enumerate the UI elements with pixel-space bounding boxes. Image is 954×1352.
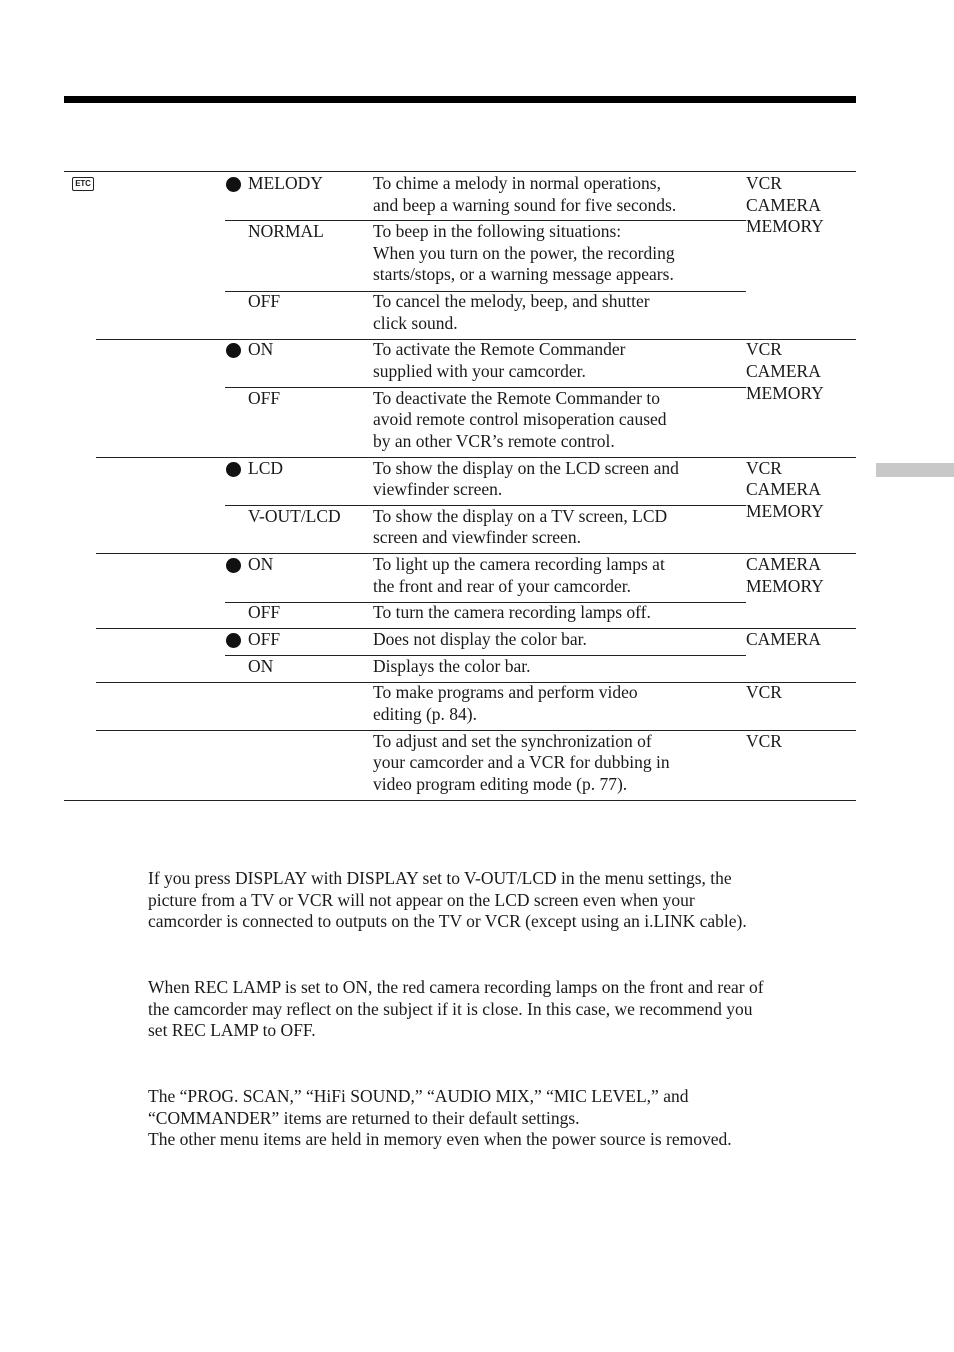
etc-icon: ETC (72, 177, 94, 191)
note-line: the camcorder may reflect on the subject if it is close. In this case, we recommend you (148, 998, 753, 1019)
option-desc: supplied with your camcorder. (373, 361, 586, 381)
note-line: When REC LAMP is set to ON, the red camera recording lamps on the front and rear of (148, 977, 764, 997)
mode: CAMERA (746, 195, 821, 215)
option-label: OFF (248, 602, 281, 622)
mode: VCR (746, 682, 782, 702)
option-desc: To beep in the following situations: (373, 221, 622, 241)
mode: MEMORY (746, 501, 824, 521)
option-desc: by an other VCR’s remote control. (373, 431, 615, 451)
mode: CAMERA (746, 479, 821, 499)
option-desc: To deactivate the Remote Commander to (373, 388, 660, 408)
option-label: OFF (248, 629, 281, 649)
option-desc: When you turn on the power, the recording (373, 243, 675, 263)
note-line: The other menu items are held in memory even when the power source is removed. (148, 1129, 732, 1149)
option-desc: Displays the color bar. (373, 656, 531, 676)
table-bottom-rule (64, 800, 856, 801)
option-desc: To show the display on the LCD screen and (373, 458, 679, 478)
mode: MEMORY (746, 576, 824, 596)
note-line: “COMMANDER” items are returned to their default settings. (148, 1107, 580, 1128)
note-line: If you press DISPLAY with DISPLAY set to V-OUT/LCD in the menu settings, the (148, 868, 732, 888)
mode: MEMORY (746, 216, 824, 236)
section-tab (876, 463, 954, 477)
default-bullet-icon (226, 462, 241, 477)
option-desc: starts/stops, or a warning message appears. (373, 264, 674, 284)
mode: CAMERA (746, 629, 821, 649)
mode: VCR (746, 731, 782, 751)
note-display (148, 868, 858, 933)
option-desc: viewfinder screen. (373, 479, 503, 499)
option-label: V-OUT/LCD (248, 506, 341, 526)
option-desc: To make programs and perform video (373, 682, 638, 702)
note-line: The “PROG. SCAN,” “HiFi SOUND,” “AUDIO MIX,” “MIC LEVEL,” and (148, 1086, 689, 1106)
option-desc: Does not display the color bar. (373, 629, 587, 649)
option-label: OFF (248, 388, 281, 408)
option-desc: screen and viewfinder screen. (373, 527, 581, 547)
option-desc: To turn the camera recording lamps off. (373, 602, 651, 622)
option-desc: your camcorder and a VCR for dubbing in (373, 752, 670, 772)
mode: MEMORY (746, 383, 824, 403)
mode: CAMERA (746, 554, 821, 574)
note-memory (148, 1086, 858, 1151)
option-label: ON (248, 554, 274, 574)
note-line: camcorder is connected to outputs on the TV or VCR (except using an i.LINK cable). (148, 911, 747, 931)
option-label: NORMAL (248, 221, 324, 241)
table-top-rule (64, 171, 856, 172)
option-desc: To light up the camera recording lamps at (373, 554, 665, 574)
default-bullet-icon (226, 177, 241, 192)
mode: VCR (746, 173, 782, 193)
note-line: set REC LAMP to OFF. (148, 1020, 316, 1040)
note-rec-lamp (148, 977, 858, 1042)
option-label: LCD (248, 458, 283, 478)
option-desc: To cancel the melody, beep, and shutter (373, 291, 650, 311)
option-desc: To show the display on a TV screen, LCD (373, 506, 668, 526)
mode: VCR (746, 339, 782, 359)
option-desc: and beep a warning sound for five seconds. (373, 195, 677, 215)
mode: CAMERA (746, 361, 821, 381)
option-label: ON (248, 339, 274, 359)
option-desc: click sound. (373, 313, 458, 333)
option-label: ON (248, 656, 274, 676)
option-desc: avoid remote control misoperation caused (373, 409, 667, 429)
default-bullet-icon (226, 633, 241, 648)
option-label: OFF (248, 291, 281, 311)
option-desc: To chime a melody in normal operations, (373, 173, 661, 193)
default-bullet-icon (226, 558, 241, 573)
default-bullet-icon (226, 343, 241, 358)
option-desc: video program editing mode (p. 77). (373, 774, 628, 794)
header-rule (64, 96, 856, 103)
option-desc: the front and rear of your camcorder. (373, 576, 632, 596)
option-label: MELODY (248, 173, 323, 193)
note-line: picture from a TV or VCR will not appear on the LCD screen even when your (148, 889, 695, 910)
mode: VCR (746, 458, 782, 478)
option-desc: editing (p. 84). (373, 704, 478, 724)
option-desc: To activate the Remote Commander (373, 339, 626, 359)
option-desc: To adjust and set the synchronization of (373, 731, 652, 751)
